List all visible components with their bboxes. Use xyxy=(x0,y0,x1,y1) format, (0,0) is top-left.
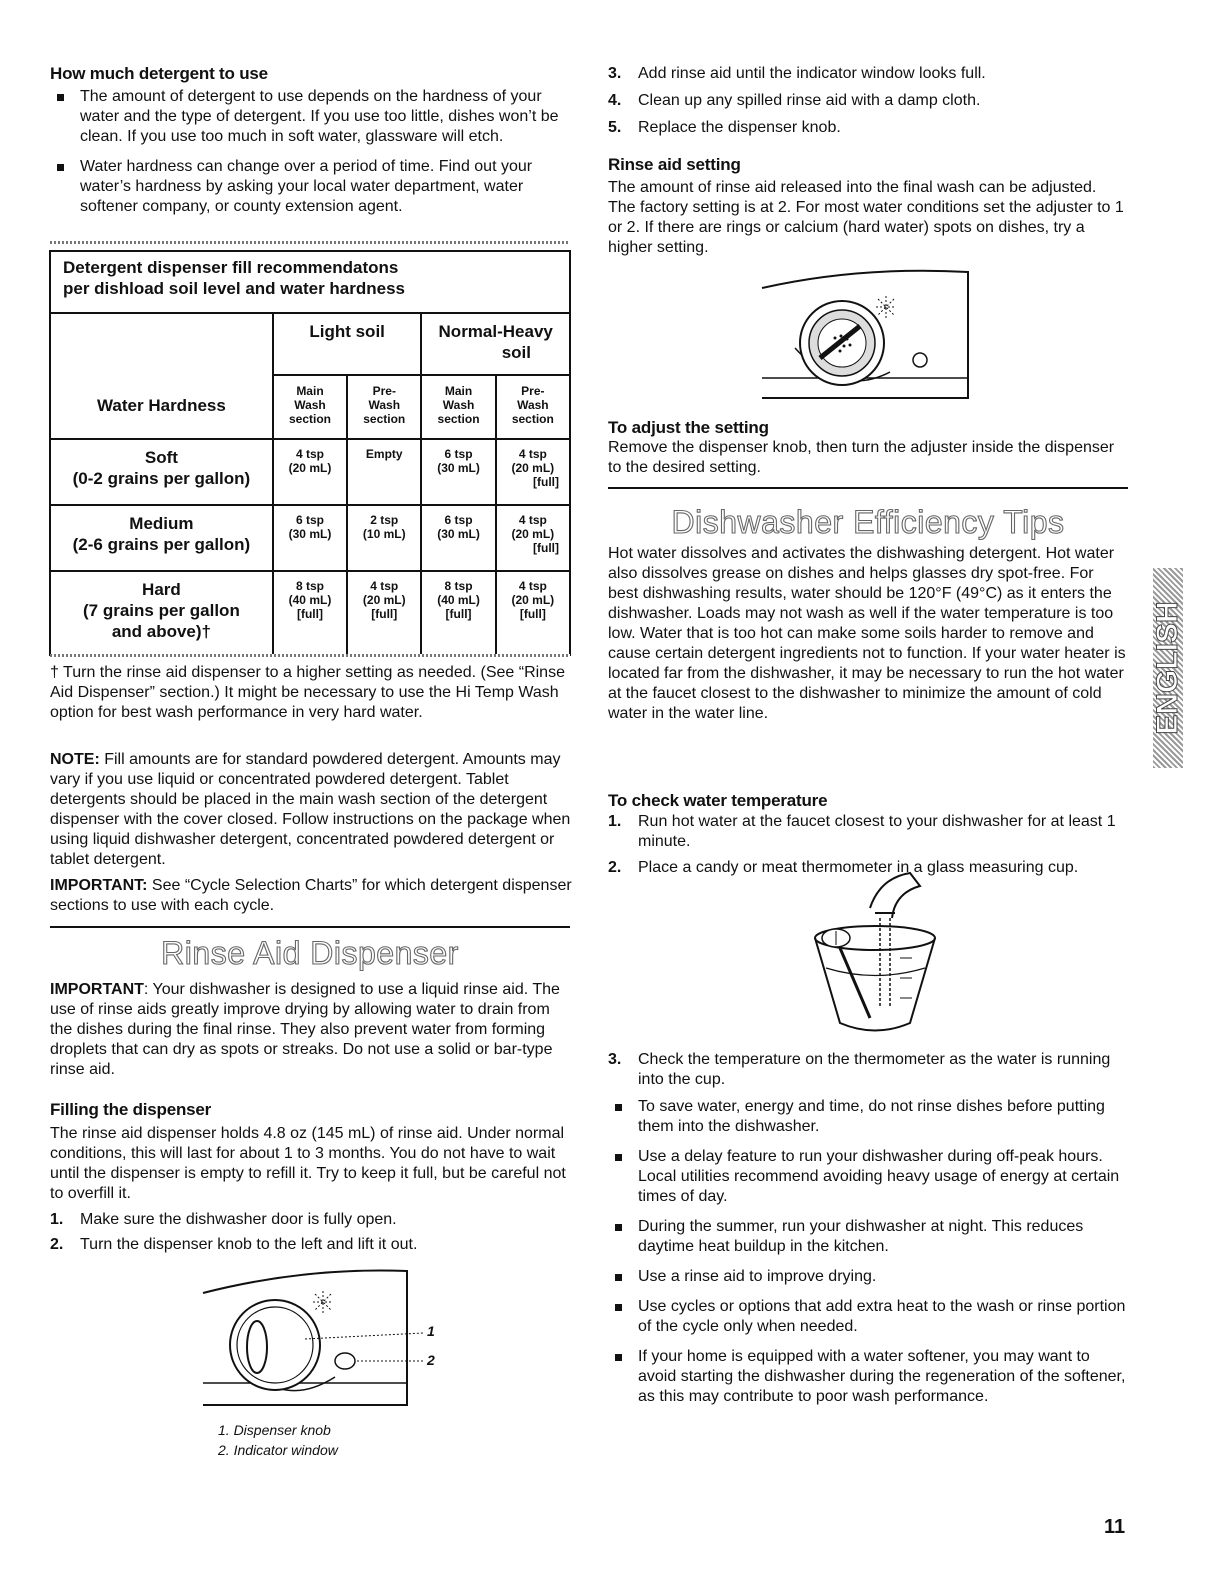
caption-2: 2. Indicator window xyxy=(218,1442,338,1458)
list-item xyxy=(50,1235,575,1255)
list-item xyxy=(608,812,1128,852)
divider xyxy=(50,241,570,244)
table-cell xyxy=(421,439,495,505)
list-item xyxy=(608,118,1128,138)
page-number: 11 xyxy=(1104,1516,1126,1538)
sub-label: Main xyxy=(444,384,473,398)
list-item xyxy=(608,91,1128,111)
cell-line: 6 tsp xyxy=(444,513,473,527)
list-item: To save water, energy and time, do not rinse dishes before putting them into the dishwasher. xyxy=(608,1097,1128,1137)
cell-line: [full] xyxy=(445,607,472,621)
section-divider xyxy=(608,487,1128,489)
row-sub: (7 grains per gallon xyxy=(83,601,240,620)
table-cell xyxy=(496,571,570,655)
sub-label: Wash xyxy=(442,398,475,412)
list-item: Use a delay feature to run your dishwasher during off-peak hours. Local utilities recommend avoiding heavy usage of energy at certain times of day. xyxy=(608,1147,1128,1207)
sub-label: section xyxy=(363,412,406,426)
table-cell xyxy=(273,571,347,655)
cell-line: [full] xyxy=(296,607,323,621)
sub-pre xyxy=(347,375,421,439)
measuring-cup-illustration xyxy=(800,868,945,1038)
cell-line: 2 tsp xyxy=(370,513,399,527)
table-cell xyxy=(347,505,421,571)
note-paragraph xyxy=(50,750,575,870)
list-item: Use a rinse aid to improve drying. xyxy=(608,1267,1128,1287)
important-paragraph xyxy=(50,876,575,916)
filling-heading: Filling the dispenser xyxy=(50,1100,212,1119)
rinse-aid-title: Rinse Aid Dispenser xyxy=(161,935,459,971)
cell-line: 8 tsp xyxy=(444,579,473,593)
cell-line: (40 mL) xyxy=(437,593,480,607)
cell-line: 4 tsp xyxy=(295,447,324,461)
step-number: 4. xyxy=(608,92,622,109)
water-hardness-label: Water Hardness xyxy=(97,395,226,415)
cell-line: (20 mL) xyxy=(362,593,406,607)
col-normal-label2: soil xyxy=(501,343,531,362)
cell-line: (20 mL) xyxy=(288,461,332,475)
list-item xyxy=(608,64,1128,84)
divider xyxy=(50,654,570,657)
filling-steps xyxy=(50,1210,575,1255)
detergent-heading: How much detergent to use xyxy=(50,64,268,83)
table-title xyxy=(50,251,570,313)
cell-line: (30 mL) xyxy=(288,527,332,541)
table-cell xyxy=(496,505,570,571)
step-text: Clean up any spilled rinse aid with a damp cloth. xyxy=(638,92,981,109)
row-name: Medium xyxy=(129,514,194,533)
cell-line: [full] xyxy=(533,541,559,555)
check-steps xyxy=(608,787,1128,878)
table-row xyxy=(50,571,570,655)
important-text: See “Cycle Selection Charts” for which detergent dispenser sections to use with each cycle. xyxy=(50,877,572,914)
cell-line: (20 mL) xyxy=(511,593,555,607)
list-item: If your home is equipped with a water softener, you may want to avoid starting the dishwasher during the regeneration of the softener, as this may contribute to poor wash performance. xyxy=(608,1347,1128,1407)
rinse-setting-text: The amount of rinse aid released into the final wash can be adjusted. The factory setting is at 2. For most water conditions set the adjuster to 1 or 2. If there are rings or calcium (hard water) spots on dishes, try a higher setting. xyxy=(608,179,1124,256)
cell-line: [full] xyxy=(519,607,546,621)
row-name: Hard xyxy=(142,580,181,599)
rinse-steps-continued xyxy=(608,64,1128,138)
step-number: 1. xyxy=(50,1211,64,1228)
sub-label: section xyxy=(511,412,554,426)
step-number: 5. xyxy=(608,119,622,136)
table-cell xyxy=(273,505,347,571)
check-step-3 xyxy=(608,1050,1128,1090)
cell-line: (30 mL) xyxy=(437,527,480,541)
cell-line: (40 mL) xyxy=(288,593,332,607)
sub-pre xyxy=(496,375,570,439)
table-cell xyxy=(496,439,570,505)
table-cell xyxy=(347,571,421,655)
row-label xyxy=(50,571,273,655)
sub-label: Wash xyxy=(517,398,549,412)
table-cell xyxy=(347,439,421,505)
col-normal-heavy xyxy=(421,313,570,375)
sub-label: section xyxy=(288,412,331,426)
efficiency-text: Hot water dissolves and activates the dishwashing detergent. Hot water also dissolves grease on dishes and helps glasses dry spot-free. For best dishwashing results, water should be 120°F (49°C) as it enters the dishwasher. Loads may not wash as well if the water temperature is too low. Water that is too hot can make some soils harder to remove and cause certain detergent ingredients not to function. If your water heater is located far from the dishwasher, it may be necessary to run the hot water at the faucet closest to the dishwasher to minimize the amount of cold water in the water line. xyxy=(608,545,1126,722)
cell-line: 6 tsp xyxy=(444,447,473,461)
cell-line: [full] xyxy=(371,607,398,621)
efficiency-tips xyxy=(608,1097,1128,1407)
rinse-setting-heading: Rinse aid setting xyxy=(608,155,741,174)
list-item: The amount of detergent to use depends on the hardness of your water and the type of detergent. If you use too little, dishes won’t be clean. If you use too much in soft water, glassware will etch. xyxy=(50,87,575,147)
section-divider xyxy=(50,926,570,928)
caption-1: 1. Dispenser knob xyxy=(218,1422,331,1438)
language-side-tab xyxy=(1153,568,1183,768)
step-number: 3. xyxy=(608,1051,622,1068)
cell-line: (10 mL) xyxy=(362,527,406,541)
cell-line: 4 tsp xyxy=(370,579,399,593)
adjust-heading: To adjust the setting xyxy=(608,418,769,437)
row-label xyxy=(50,439,273,505)
callout-1: 1 xyxy=(427,1323,435,1339)
cell-line: (30 mL) xyxy=(437,461,480,475)
col-light-label: Light soil xyxy=(309,322,385,341)
sub-label: Pre- xyxy=(521,384,545,398)
rinse-important-label: IMPORTANT xyxy=(50,981,144,998)
list-item xyxy=(50,1210,575,1230)
dispenser-illustration xyxy=(195,1265,455,1415)
sub-main xyxy=(421,375,495,439)
step-text: Add rinse aid until the indicator window looks full. xyxy=(638,65,986,82)
sub-label: Wash xyxy=(294,398,326,412)
step-text: Place a candy or meat thermometer in a glass measuring cup. xyxy=(638,859,1079,876)
table-cell xyxy=(421,505,495,571)
efficiency-title: Dishwasher Efficiency Tips xyxy=(671,504,1065,540)
list-item xyxy=(608,1050,1128,1090)
note-label: NOTE: xyxy=(50,751,100,768)
note-text: Fill amounts are for standard powdered detergent. Amounts may vary if you use liquid or concentrated powdered detergent. Tablet detergents should be placed in the main wash section of the detergent dispenser with the cover closed. Follow instructions on the package when using liquid dishwasher detergent, concentrated powdered detergent or tablet detergent. xyxy=(50,751,571,868)
check-temp-heading: To check water temperature xyxy=(608,791,828,810)
adjuster-illustration xyxy=(760,268,975,403)
callout-2: 2 xyxy=(427,1352,435,1368)
rinse-important-text: : Your dishwasher is designed to use a liquid rinse aid. The use of rinse aids greatly improve drying by allowing water to drain from the dishes during the final rinse. They also prevent water from forming droplets that can dry as spots or streaks. Do not use a solid or bar-type rinse aid. xyxy=(50,981,560,1078)
table-title-line1: Detergent dispenser fill recommendatons xyxy=(63,258,399,277)
table-cell xyxy=(421,571,495,655)
table-title-line2: per dishload soil level and water hardness xyxy=(63,279,406,298)
step-number: 1. xyxy=(608,813,622,830)
step-number: 2. xyxy=(50,1236,64,1253)
col-light-soil xyxy=(273,313,422,375)
col-normal-label1: Normal-Heavy xyxy=(438,322,553,341)
side-tab-label: ENGLISH xyxy=(1151,601,1184,735)
list-item: Water hardness can change over a period of time. Find out your water’s hardness by asking your local water department, water softener company, or county extension agent. xyxy=(50,157,575,217)
important-label: IMPORTANT: xyxy=(50,877,148,894)
cell-line: Empty xyxy=(365,447,403,461)
step-text: Run hot water at the faucet closest to your dishwasher for at least 1 minute. xyxy=(638,813,1116,850)
cell-line: [full] xyxy=(533,475,559,489)
sub-main xyxy=(273,375,347,439)
footnote: † Turn the rinse aid dispenser to a higher setting as needed. (See “Rinse Aid Dispenser” section.) It might be necessary to use the Hi Temp Wash option for best wash performance in very hard water. xyxy=(50,664,565,721)
table-cell xyxy=(273,439,347,505)
table-row xyxy=(50,505,570,571)
cell-line: (20 mL) xyxy=(511,527,555,541)
cell-line: 6 tsp xyxy=(295,513,324,527)
cell-line: 4 tsp xyxy=(518,447,547,461)
cell-line: 8 tsp xyxy=(295,579,324,593)
cell-line: (20 mL) xyxy=(511,461,555,475)
step-text: Turn the dispenser knob to the left and lift it out. xyxy=(80,1236,418,1253)
step-number: 3. xyxy=(608,65,622,82)
row-sub: (0-2 grains per gallon) xyxy=(72,469,251,488)
list-item: During the summer, run your dishwasher at night. This reduces daytime heat buildup in the kitchen. xyxy=(608,1217,1128,1257)
cell-line: 4 tsp xyxy=(518,513,547,527)
sub-label: section xyxy=(437,412,480,426)
adjust-text: Remove the dispenser knob, then turn the adjuster inside the dispenser to the desired setting. xyxy=(608,439,1115,476)
sub-label: Wash xyxy=(368,398,401,412)
row-sub: (2-6 grains per gallon) xyxy=(72,535,251,554)
row-label xyxy=(50,505,273,571)
list-item: Use cycles or options that add extra heat to the wash or rinse portion of the cycle only when needed. xyxy=(608,1297,1128,1337)
sub-label: Pre- xyxy=(372,384,396,398)
step-text: Check the temperature on the thermometer as the water is running into the cup. xyxy=(638,1051,1111,1088)
sub-label: Main xyxy=(296,384,324,398)
water-hardness-header xyxy=(50,313,273,439)
filling-text: The rinse aid dispenser holds 4.8 oz (145 mL) of rinse aid. Under normal conditions, this will last for about 1 to 3 months. You do not have to wait until the dispenser is empty to refill it. Try to keep it full, but be careful not to overfill it. xyxy=(50,1125,566,1202)
cell-line: 4 tsp xyxy=(518,579,547,593)
detergent-table xyxy=(49,250,571,656)
row-name: Soft xyxy=(144,448,178,467)
detergent-bullets xyxy=(50,87,575,217)
rinse-important-paragraph xyxy=(50,980,575,1080)
step-number: 2. xyxy=(608,859,622,876)
table-row xyxy=(50,439,570,505)
step-text: Make sure the dishwasher door is fully open. xyxy=(80,1211,397,1228)
step-text: Replace the dispenser knob. xyxy=(638,119,841,136)
row-sub2: and above)† xyxy=(111,622,212,641)
